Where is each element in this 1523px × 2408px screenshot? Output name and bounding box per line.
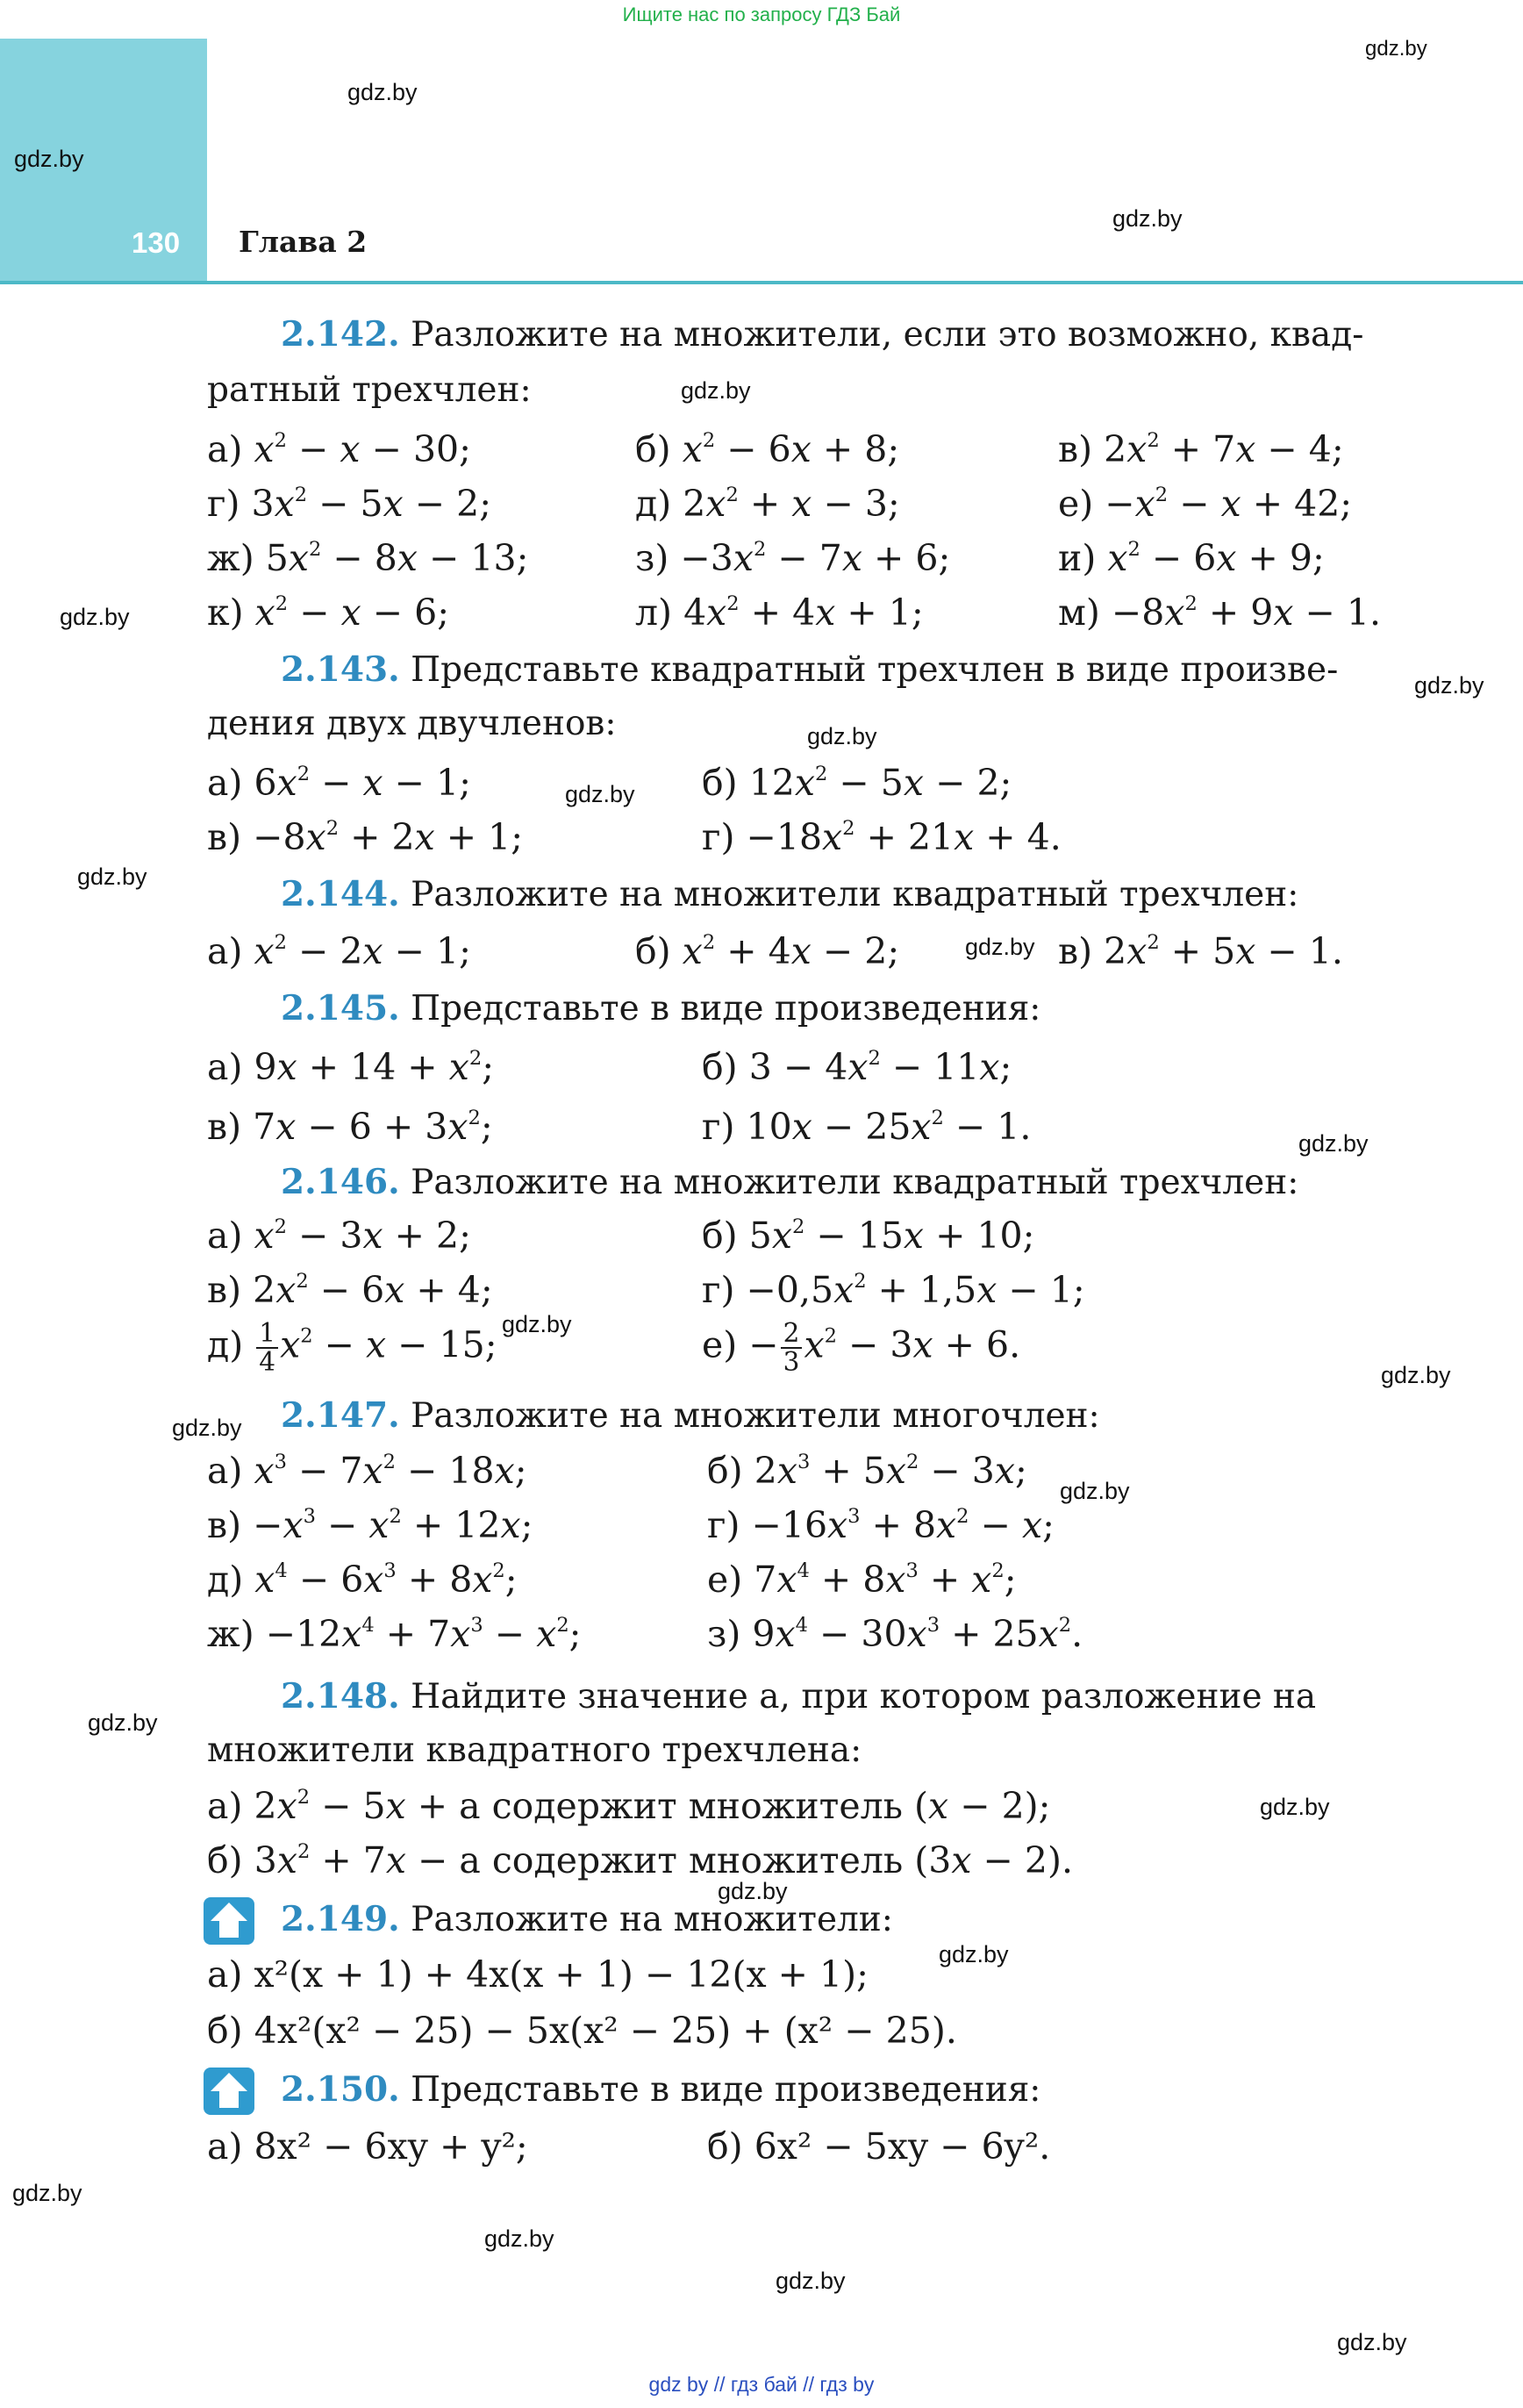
exercise-2-143-heading: 2.143. Представьте квадратный трехчлен в виде произве- [281,649,1339,690]
page-number: 130 [132,226,181,259]
exercise-2-148-heading: 2.148. Найдите значение a, при котором разложение на [281,1676,1317,1716]
watermark: gdz.by [347,79,418,105]
exercise-2-149-heading: 2.149. Разложите на множители: [281,1899,893,1939]
fraction: $\frac{1}{4}$ [256,1320,278,1376]
watermark: gdz.by [1337,2329,1407,2355]
watermark: gdz.by [1365,37,1427,61]
exercise-item: а) x²(x + 1) + 4x(x + 1) − 12(x + 1); [207,1953,869,1996]
watermark: gdz.by [14,146,84,172]
exercise-item: а) $x^2 - 3x + 2$; [207,1215,471,1257]
exercise-2-148-heading-cont: множители квадратного трехчлена: [207,1731,862,1770]
exercise-item: и) $x^2 - 6x + 9$; [1058,537,1325,579]
watermark: gdz.by [807,723,877,749]
exercise-item: а) $x^2 - x - 30$; [207,428,471,470]
watermark: gdz.by [502,1311,572,1337]
exercise-item: е) $7x^4 + 8x^3 + x^2$; [707,1559,1017,1601]
exercise-item: $з) -3x^2 - 7x + 6$; [635,537,951,579]
watermark: gdz.by [12,2180,82,2206]
fraction: $\frac{2}{3}$ [781,1320,803,1376]
watermark: gdz.by [484,2225,554,2252]
exercise-item: б) $5x^2 - 15x + 10$; [702,1215,1035,1257]
watermark: gdz.by [965,934,1035,960]
exercise-item: б) 6x² − 5xy − 6y². [707,2125,1051,2168]
exercise-2-147-heading: 2.147. Разложите на множители многочлен: [281,1395,1100,1436]
up-arrow-icon [204,1897,254,1945]
exercise-item: а) 8x² − 6xy + y²; [207,2125,528,2168]
watermark: gdz.by [718,1878,788,1904]
watermark: gdz.by [939,1941,1009,1967]
exercise-item: $м) -8x^2 + 9x - 1$. [1058,591,1382,634]
exercise-item: а) $2x^2 - 5x + a$ содержит множитель (x − 2); [207,1785,1051,1827]
watermark: gdz.by [1414,672,1484,699]
exercise-item: г) $3x^2 - 5x - 2$; [207,483,492,525]
watermark: gdz.by [88,1709,158,1736]
exercise-item: б) $12x^2 - 5x - 2$; [702,762,1012,804]
exercise-2-145-heading: 2.145. Представьте в виде произведения: [281,988,1041,1028]
chapter-title: Глава 2 [239,225,368,259]
watermark: gdz.by [1112,205,1183,232]
exercise-item: к) $x^2 - x - 6$; [207,591,450,634]
exercise-item: $г) -16x^3 + 8x^2 - x$; [707,1504,1055,1546]
exercise-item: б) $x^2 + 4x - 2$; [635,930,900,972]
watermark: gdz.by [776,2268,846,2294]
watermark: gdz.by [1298,1130,1369,1157]
header-rule [0,281,1523,284]
exercise-item: $в) -x^3 - x^2 + 12x$; [207,1504,533,1546]
exercise-item: $е) -x^2 - x + 42$; [1058,483,1353,525]
exercise-item: е) − $\frac{2}{3}$ $x^2 - 3x + 6$. [702,1318,1021,1377]
watermark: gdz.by [1060,1478,1130,1504]
exercise-item: г) $10x - 25x^2 - 1$. [702,1106,1032,1148]
exercise-2-144-heading: 2.144. Разложите на множители квадратный трехчлен: [281,874,1299,914]
watermark: gdz.by [681,377,751,404]
exercise-2-142-heading: 2.142. Разложите на множители, если это возможно, квад- [281,314,1364,355]
exercise-item: в) $2x^2 + 5x - 1$. [1058,930,1343,972]
watermark: gdz.by [565,781,635,807]
exercise-item: ж) $5x^2 - 8x - 13$; [207,537,529,579]
exercise-item: д) $x^4 - 6x^3 + 8x^2$; [207,1559,518,1601]
exercise-item: в) $2x^2 - 6x + 4$; [207,1269,493,1311]
exercise-item: л) $4x^2 + 4x + 1$; [635,591,924,634]
exercise-2-143-heading-cont: дения двух двучленов: [207,704,617,743]
exercise-2-146-heading: 2.146. Разложите на множители квадратный трехчлен: [281,1162,1299,1202]
exercise-item: а) $x^3 - 7x^2 - 18x$; [207,1450,527,1492]
exercise-item: $в) -8x^2 + 2x + 1$; [207,816,524,858]
exercise-item: в) $7x - 6 + 3x^2$; [207,1106,493,1148]
exercise-item: в) $2x^2 + 7x - 4$; [1058,428,1344,470]
exercise-item: б) 4x²(x² − 25) − 5x(x² − 25) + (x² − 25). [207,2010,957,2052]
top-promo-link[interactable]: Ищите нас по запросу ГДЗ Бай [622,4,901,25]
exercise-2-142-heading-cont: ратный трехчлен: [207,370,532,410]
exercise-item: б) $x^2 - 6x + 8$; [635,428,900,470]
watermark: gdz.by [77,864,147,890]
exercise-item: б) $3x^2 + 7x - a$ содержит множитель (3x − 2). [207,1839,1074,1881]
exercise-item: б) $2x^3 + 5x^2 - 3x$; [707,1450,1027,1492]
watermark: gdz.by [60,604,130,630]
exercise-item: а) $6x^2 - x - 1$; [207,762,471,804]
watermark: gdz.by [1381,1362,1451,1388]
exercise-item: з) $9x^4 - 30x^3 + 25x^2$. [707,1613,1083,1655]
exercise-item: д) $\frac{1}{4}$ $x^2 - x - 15$; [207,1318,497,1377]
exercise-item: д) $2x^2 + x - 3$; [635,483,900,525]
watermark: gdz.by [172,1415,242,1441]
exercise-item: б) $3 - 4x^2 - 11x$; [702,1046,1012,1088]
exercise-item: $г) -0,5x^2 + 1,5x - 1$; [702,1269,1085,1311]
watermark: gdz.by [1260,1794,1330,1820]
exercise-item: а) $x^2 - 2x - 1$; [207,930,471,972]
exercise-item: $ж) -12x^4 + 7x^3 - x^2$; [207,1613,582,1655]
up-arrow-icon [204,2068,254,2115]
exercise-item: а) $9x + 14 + x^2$; [207,1046,495,1088]
exercise-2-150-heading: 2.150. Представьте в виде произведения: [281,2069,1041,2110]
exercise-item: $г) -18x^2 + 21x + 4$. [702,816,1062,858]
footer-links[interactable]: gdz by // гдз бай // гдз by [648,2373,875,2396]
